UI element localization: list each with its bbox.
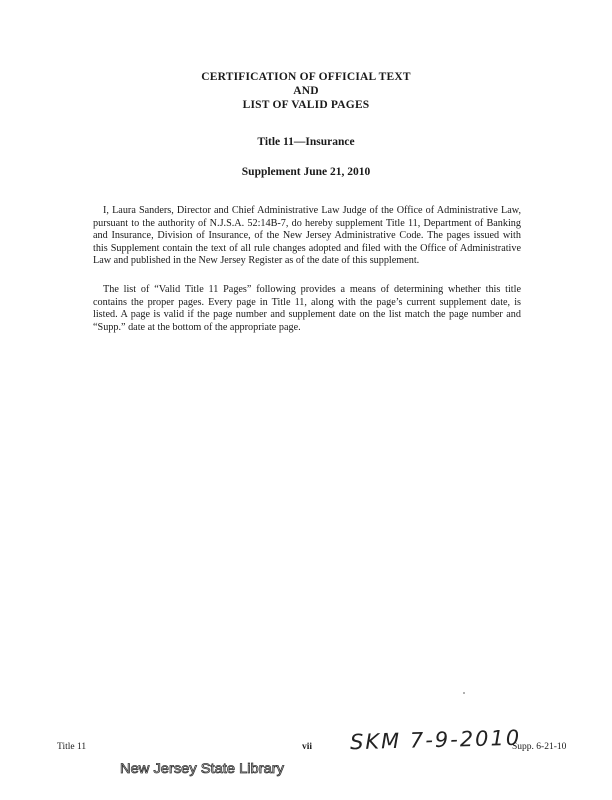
- handwritten-note: SKM 7-9-2010: [349, 725, 522, 755]
- footer-supplement-date: Supp. 6-21-10: [512, 742, 567, 752]
- certification-paragraph: I, Laura Sanders, Director and Chief Administrative Law Judge of the Office of Administrative Law, pursuant to the authority of N.J.S.A. 52:14B-7, do hereby supplement Title 11, Department of Banking and Insurance, Division of Insurance, of the New Jersey Administrative Code. The pages issued with this Supplement contain the text of all rule changes adopted and filed with the Office of Administrative Law and published in the New Jersey Register as of the date of this supplement.: [93, 205, 521, 267]
- footer-page-number: vii: [302, 742, 313, 752]
- title-heading: Title 11—Insurance: [257, 136, 355, 148]
- heading-line-2: AND: [293, 85, 319, 97]
- heading-line-3: LIST OF VALID PAGES: [242, 99, 370, 111]
- library-stamp-text: New Jersey State Library: [120, 760, 284, 776]
- certification-heading: [0, 70, 612, 112]
- footer-title: Title 11: [57, 742, 87, 752]
- valid-pages-paragraph: The list of “Valid Title 11 Pages” following provides a means of determining whether this title contains the proper pages. Every page in Title 11, along with the page’s current supplement date, is listed. A page is valid if the page number and supplement date on the list match the page number and “Supp.” date at the bottom of the appropriate page.: [93, 284, 521, 333]
- heading-line-1: CERTIFICATION OF OFFICIAL TEXT: [201, 71, 411, 83]
- supplement-date-heading: Supplement June 21, 2010: [241, 166, 371, 178]
- scan-speck: [463, 692, 465, 694]
- library-stamp: [118, 752, 288, 782]
